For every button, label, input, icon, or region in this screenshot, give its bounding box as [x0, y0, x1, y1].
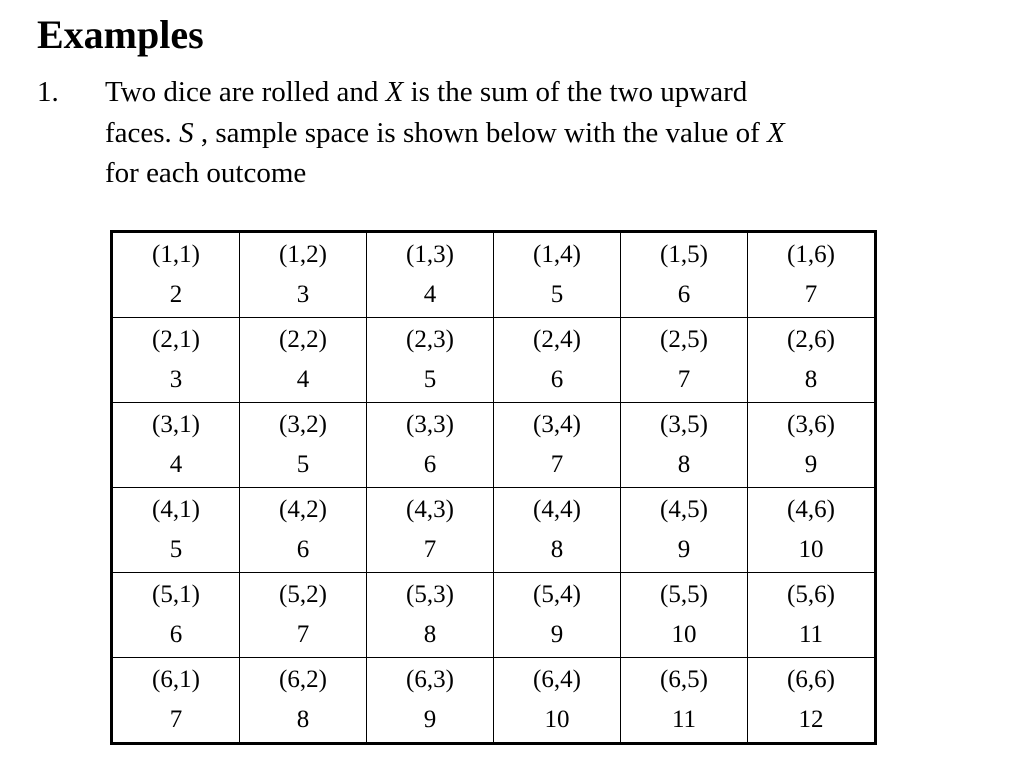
- outcome-cell: [367, 573, 494, 658]
- outcome-cell: [112, 573, 240, 658]
- table-row: [112, 573, 876, 658]
- text-segment: faces.: [105, 116, 180, 149]
- outcome-pair: (3,4): [533, 411, 581, 438]
- outcome-cell: [494, 488, 621, 573]
- table-row: [112, 658, 876, 744]
- outcome-pair: (6,2): [279, 666, 327, 693]
- text-segment: is the sum of the two upward: [403, 76, 748, 108]
- outcome-pair: (1,3): [406, 241, 454, 268]
- outcome-pair: (6,5): [660, 666, 708, 693]
- outcome-pair: (3,3): [406, 411, 454, 438]
- outcome-cell: [621, 488, 748, 573]
- outcome-pair: (4,3): [406, 496, 454, 523]
- outcome-cell: [748, 403, 876, 488]
- outcome-pair: (5,1): [152, 581, 200, 608]
- outcome-sum: 7: [677, 366, 691, 393]
- outcome-pair: (3,5): [660, 411, 708, 438]
- outcome-pair: (1,6): [787, 241, 835, 268]
- outcome-pair: (3,6): [787, 411, 835, 438]
- page-title: Examples: [37, 12, 204, 57]
- outcome-pair: (5,4): [533, 581, 581, 608]
- outcome-pair: (6,1): [152, 666, 200, 693]
- outcome-sum: 8: [423, 621, 437, 648]
- outcome-cell: [621, 232, 748, 318]
- outcome-sum: 4: [169, 451, 183, 478]
- outcome-cell: [367, 488, 494, 573]
- outcome-sum: 10: [544, 706, 570, 733]
- outcome-cell: [367, 403, 494, 488]
- outcome-sum: 8: [550, 536, 564, 563]
- outcome-pair: (4,2): [279, 496, 327, 523]
- outcome-pair: (2,2): [279, 326, 327, 353]
- outcome-pair: (6,6): [787, 666, 835, 693]
- outcome-pair: (1,5): [660, 241, 708, 268]
- outcome-pair: (2,1): [152, 326, 200, 353]
- table-body: [112, 232, 876, 744]
- outcome-sum: 5: [169, 536, 183, 563]
- outcome-cell: [112, 318, 240, 403]
- variable-x: X: [767, 116, 785, 149]
- description-line-2: [105, 113, 925, 154]
- outcome-pair: (6,4): [533, 666, 581, 693]
- outcome-pair: (4,6): [787, 496, 835, 523]
- outcome-sum: 10: [671, 621, 697, 648]
- table-row: [112, 318, 876, 403]
- outcome-sum: 6: [423, 451, 437, 478]
- outcome-pair: (2,4): [533, 326, 581, 353]
- outcome-cell: [621, 403, 748, 488]
- table-row: [112, 488, 876, 573]
- outcome-cell: [748, 658, 876, 744]
- text-segment: Two dice are rolled and: [105, 76, 386, 108]
- outcome-cell: [240, 403, 367, 488]
- outcome-pair: (3,1): [152, 411, 200, 438]
- outcome-pair: (3,2): [279, 411, 327, 438]
- example-description: [105, 72, 925, 194]
- outcome-cell: [748, 318, 876, 403]
- outcome-cell: [240, 232, 367, 318]
- text-segment: , sample space is shown below with the value of: [193, 116, 767, 149]
- outcome-sum: 4: [296, 366, 310, 393]
- outcome-cell: [748, 232, 876, 318]
- outcome-pair: (5,5): [660, 581, 708, 608]
- outcome-sum: 8: [677, 451, 691, 478]
- outcome-sum: 3: [296, 281, 310, 308]
- outcome-pair: (2,6): [787, 326, 835, 353]
- outcome-cell: [494, 403, 621, 488]
- outcome-sum: 9: [550, 621, 564, 648]
- outcome-cell: [621, 573, 748, 658]
- outcome-pair: (4,1): [152, 496, 200, 523]
- description-line-3: for each outcome: [105, 157, 307, 189]
- outcome-cell: [621, 658, 748, 744]
- outcome-cell: [112, 488, 240, 573]
- outcome-sum: 2: [169, 281, 183, 308]
- outcome-pair: (4,4): [533, 496, 581, 523]
- outcome-pair: (5,6): [787, 581, 835, 608]
- outcome-sum: 7: [169, 706, 183, 733]
- outcome-cell: [494, 658, 621, 744]
- table-row: [112, 403, 876, 488]
- sample-space-table: [110, 230, 877, 745]
- outcome-pair: (2,3): [406, 326, 454, 353]
- variable-x: X: [385, 76, 404, 108]
- outcome-sum: 12: [798, 706, 824, 733]
- outcome-sum: 6: [296, 536, 310, 563]
- outcome-cell: [112, 658, 240, 744]
- outcome-sum: 11: [798, 621, 824, 648]
- outcome-cell: [494, 318, 621, 403]
- outcome-sum: 4: [423, 281, 437, 308]
- outcome-sum: 5: [296, 451, 310, 478]
- outcome-cell: [748, 573, 876, 658]
- outcome-sum: 7: [296, 621, 310, 648]
- outcome-sum: 11: [671, 706, 697, 733]
- outcome-cell: [240, 318, 367, 403]
- outcome-pair: (6,3): [406, 666, 454, 693]
- outcome-sum: 6: [550, 366, 564, 393]
- outcome-sum: 10: [798, 536, 824, 563]
- outcome-pair: (1,2): [279, 241, 327, 268]
- outcome-cell: [494, 573, 621, 658]
- outcome-sum: 9: [423, 706, 437, 733]
- outcome-cell: [112, 232, 240, 318]
- outcome-pair: (1,4): [533, 241, 581, 268]
- outcome-sum: 8: [804, 366, 818, 393]
- outcome-cell: [367, 658, 494, 744]
- table-row: [112, 232, 876, 318]
- outcome-cell: [240, 573, 367, 658]
- outcome-sum: 9: [677, 536, 691, 563]
- outcome-cell: [367, 318, 494, 403]
- outcome-sum: 5: [550, 281, 564, 308]
- outcome-cell: [494, 232, 621, 318]
- outcome-sum: 8: [296, 706, 310, 733]
- description-line-1: [105, 72, 925, 113]
- outcome-cell: [367, 232, 494, 318]
- outcome-pair: (5,3): [406, 581, 454, 608]
- outcome-cell: [112, 403, 240, 488]
- outcome-pair: (1,1): [152, 241, 200, 268]
- outcome-sum: 5: [423, 366, 437, 393]
- outcome-sum: 7: [804, 281, 818, 308]
- outcome-sum: 3: [169, 366, 183, 393]
- outcome-sum: 7: [550, 451, 564, 478]
- outcome-cell: [748, 488, 876, 573]
- outcome-pair: (4,5): [660, 496, 708, 523]
- example-number: 1.: [37, 76, 59, 108]
- outcome-sum: 6: [677, 281, 691, 308]
- outcome-sum: 7: [423, 536, 437, 563]
- outcome-cell: [621, 318, 748, 403]
- outcome-sum: 9: [804, 451, 818, 478]
- outcome-cell: [240, 658, 367, 744]
- outcome-sum: 6: [169, 621, 183, 648]
- variable-s: S: [179, 116, 194, 149]
- outcome-pair: (5,2): [279, 581, 327, 608]
- outcome-cell: [240, 488, 367, 573]
- outcome-pair: (2,5): [660, 326, 708, 353]
